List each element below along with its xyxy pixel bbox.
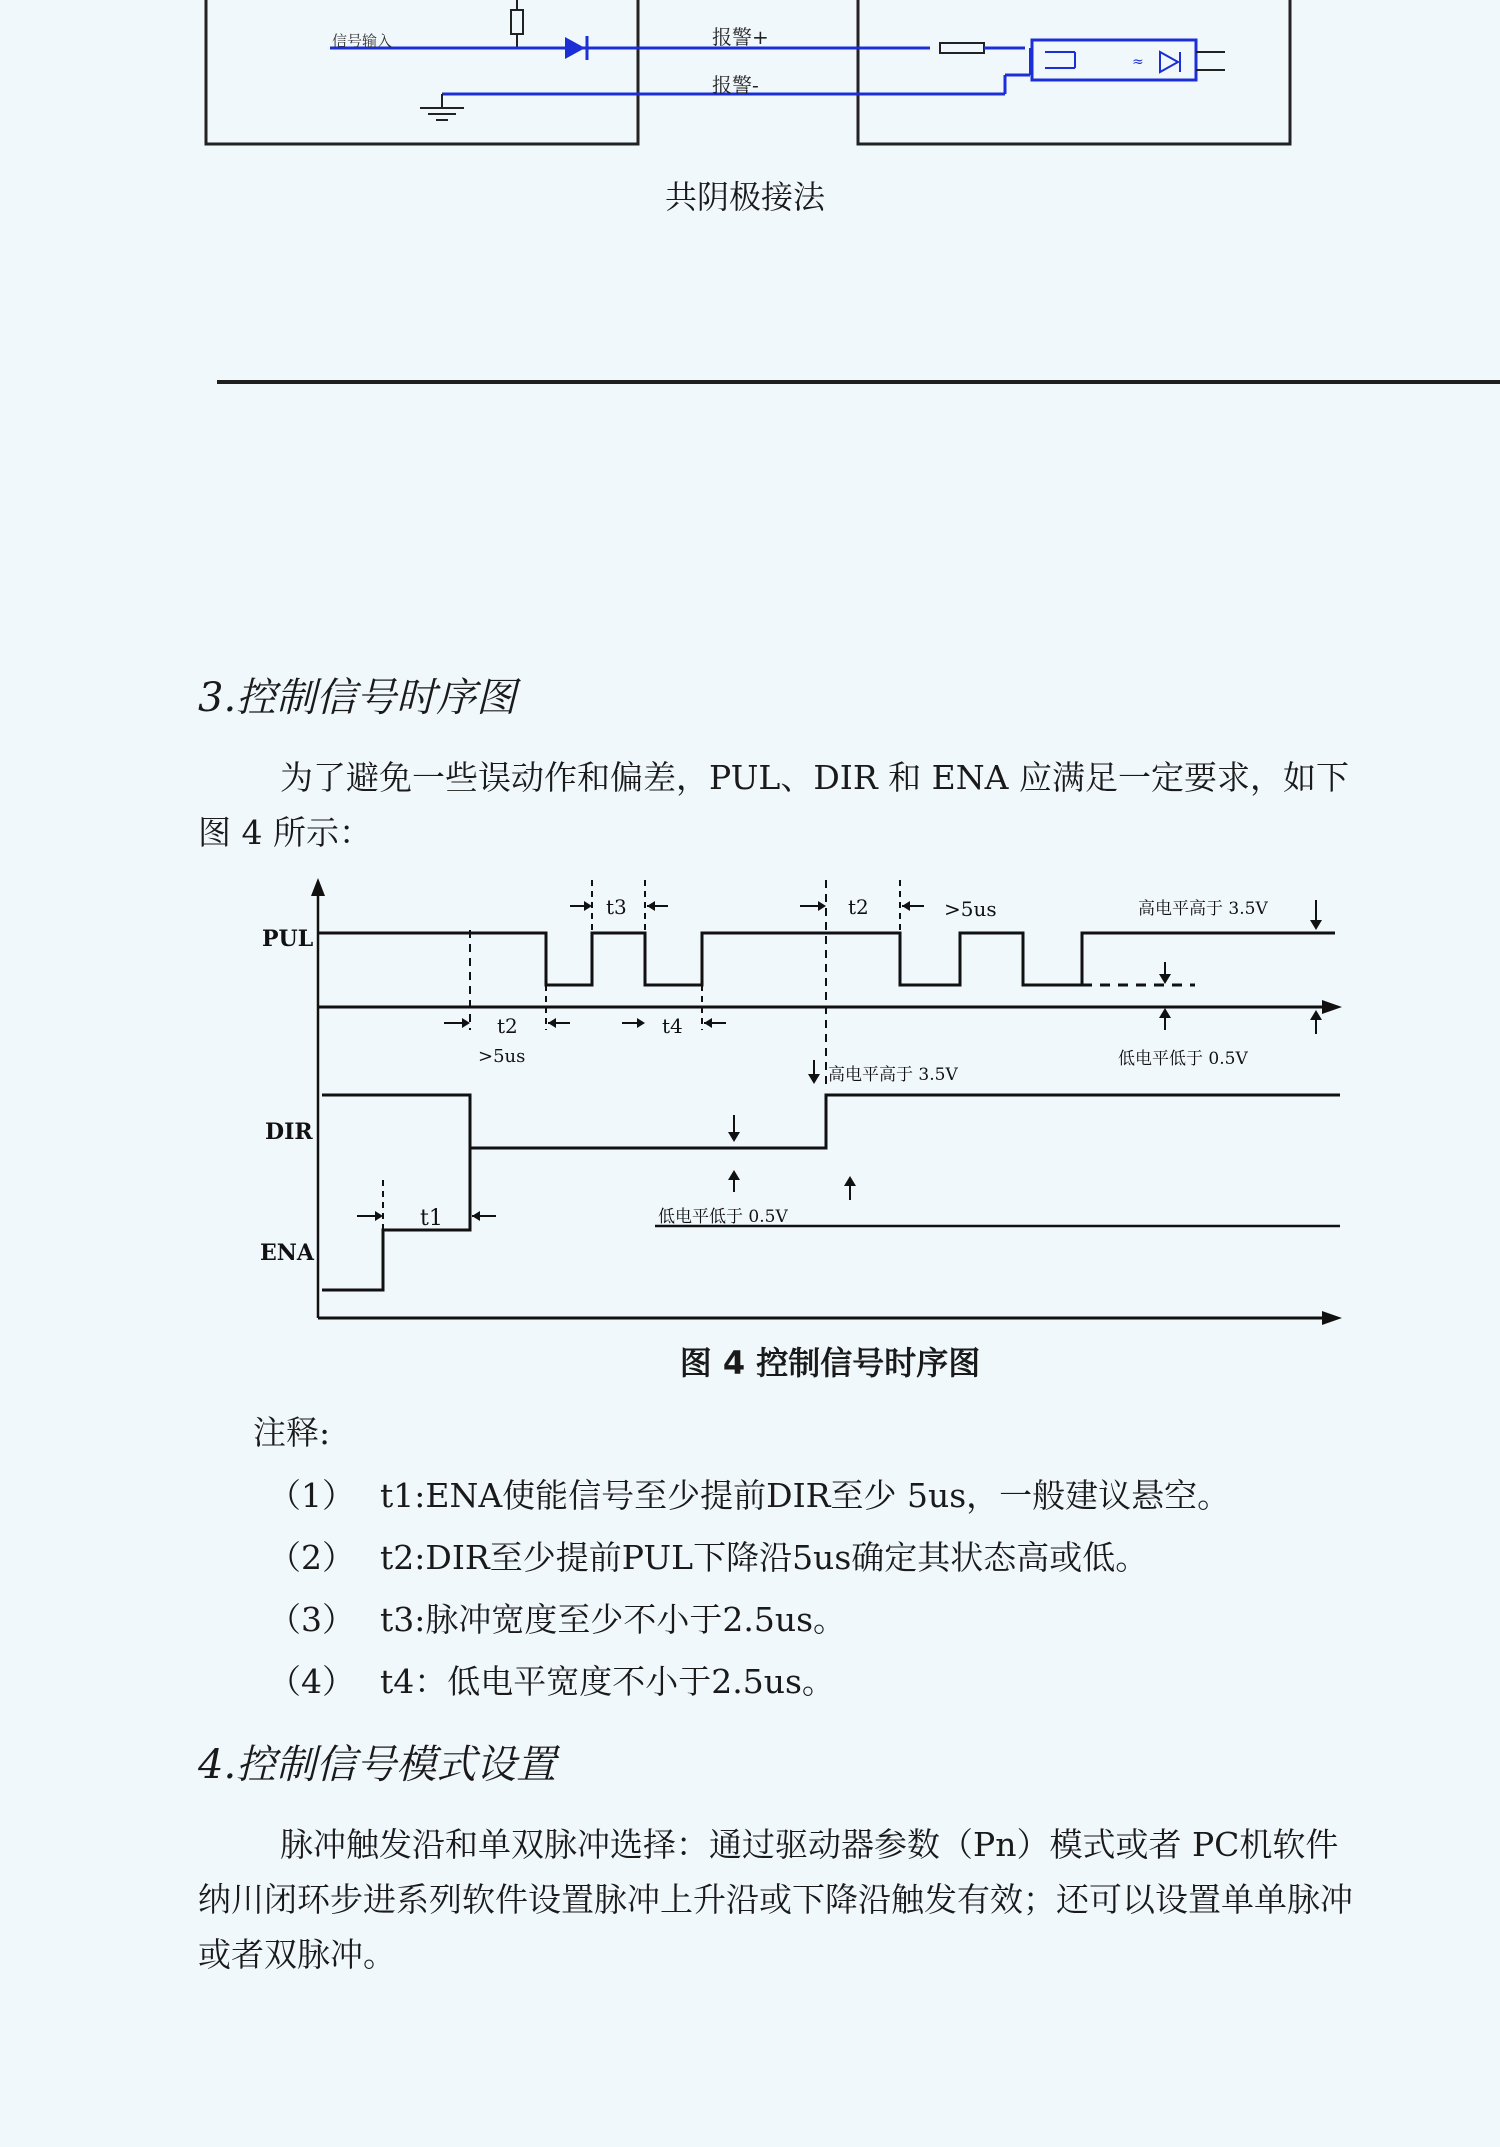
t1-label: t1 — [420, 1206, 443, 1231]
t2-top-label: t2 — [848, 895, 869, 919]
note-number: （3） — [268, 1600, 355, 1639]
low-level-dir-label: 低电平低于 0.5V — [658, 1207, 788, 1227]
note-item — [268, 1594, 846, 1641]
diode — [565, 37, 585, 59]
section4-paragraph: 脉冲触发沿和单双脉冲选择：通过驱动器参数（Pn）模式或者 PC机软件 纳川闭环步进系列软件设置脉冲上升沿或下降沿触发有效；还可以设置单单脉冲或者双脉冲。 — [198, 1825, 1353, 1974]
note-number: （1） — [268, 1476, 355, 1515]
note-number: （2） — [268, 1538, 355, 1577]
left-circuit-box — [206, 0, 638, 144]
pul-label: PUL — [262, 926, 314, 952]
low-level-pul-label: 低电平低于 0.5V — [1118, 1049, 1248, 1069]
section3-paragraph: 为了避免一些误动作和偏差，PUL、DIR 和 ENA 应满足一定要求，如下图 4 所示： — [198, 758, 1349, 852]
section3-heading: 3.控制信号时序图 — [198, 675, 517, 721]
note-text: t2:DIR至少提前PUL下降沿5us确定其状态高或低。 — [380, 1538, 1149, 1577]
gt5us-top-label: >5us — [944, 897, 997, 921]
note-item — [268, 1532, 1148, 1579]
note-item — [268, 1470, 1230, 1517]
timing-diagram — [0, 870, 1500, 1330]
note-text: t4：低电平宽度不小于2.5us。 — [380, 1662, 835, 1701]
horizontal-rule — [217, 380, 1500, 384]
ena-label: ENA — [260, 1240, 314, 1266]
optocoupler — [1032, 40, 1196, 80]
t4-label: t4 — [662, 1014, 683, 1038]
note-text: t1:ENA使能信号至少提前DIR至少 5us，一般建议悬空。 — [380, 1476, 1231, 1515]
dir-waveform — [322, 1095, 1340, 1148]
notes-label: 注释: — [253, 1413, 331, 1452]
resistor — [511, 10, 523, 34]
note-number: （4） — [268, 1662, 355, 1701]
high-level-dir-label: 高电平高于 3.5V — [828, 1065, 958, 1085]
high-level-top-label: 高电平高于 3.5V — [1138, 899, 1268, 919]
t2-lower-label: t2 — [497, 1014, 518, 1038]
note-item — [268, 1656, 835, 1703]
gt5us-lower-label: >5us — [478, 1046, 526, 1067]
alarm-plus-label: 报警+ — [712, 25, 769, 49]
dir-label: DIR — [265, 1119, 313, 1145]
circuit-caption: 共阴极接法 — [664, 178, 825, 216]
ena-waveform — [322, 1095, 470, 1290]
section4-heading: 4.控制信号模式设置 — [198, 1742, 557, 1788]
circuit-diagram — [0, 0, 1500, 160]
note-text: t3:脉冲宽度至少不小于2.5us。 — [380, 1600, 847, 1639]
signal-input-label: 信号输入 — [332, 32, 393, 50]
t3-label: t3 — [606, 895, 627, 919]
svg-text:≈: ≈ — [1132, 54, 1144, 70]
alarm-minus-label: 报警- — [712, 73, 759, 97]
figure-caption: 图 4 控制信号时序图 — [679, 1344, 981, 1382]
right-circuit-box — [858, 0, 1290, 144]
